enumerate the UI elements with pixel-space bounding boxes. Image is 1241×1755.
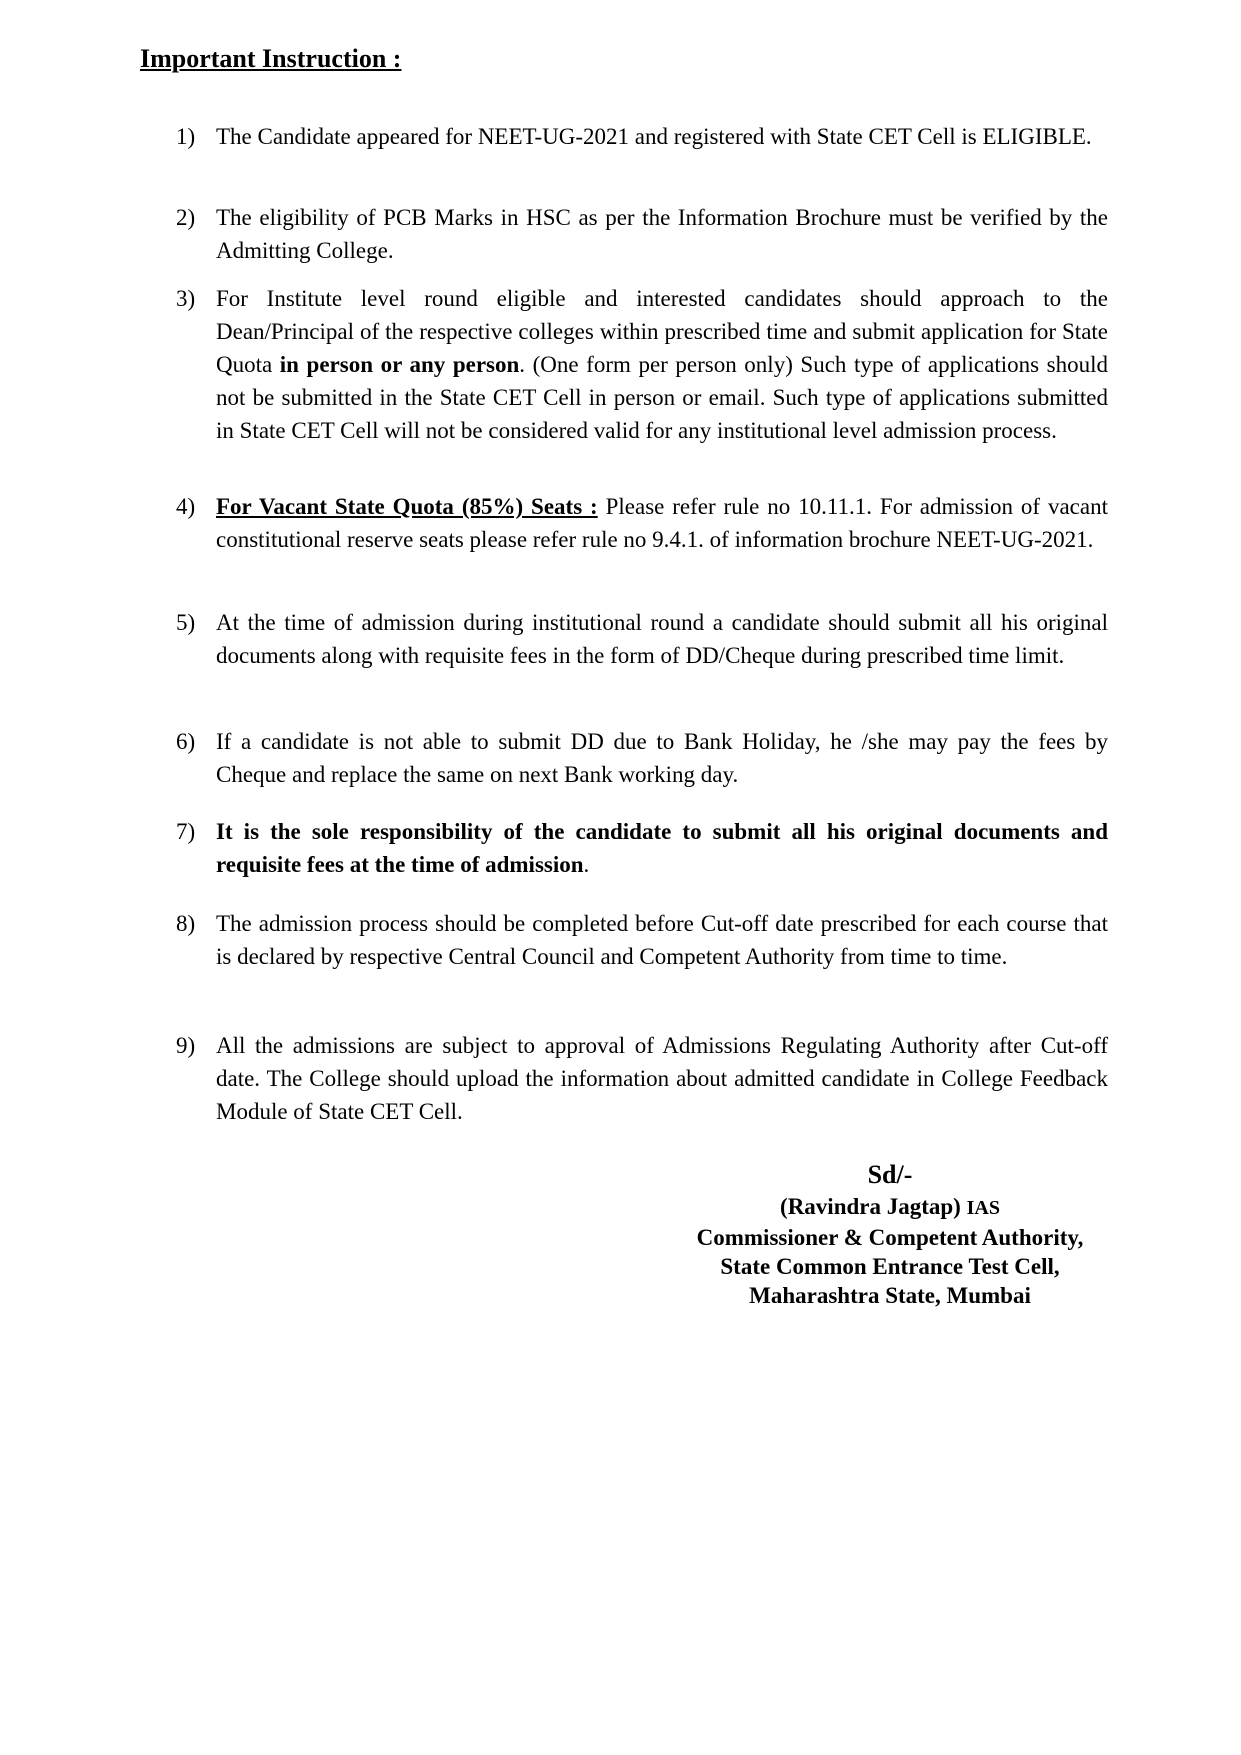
signatory-name-line: [650, 1192, 1130, 1223]
instruction-item-3: [176, 282, 1108, 447]
instruction-item-9: [176, 1029, 1108, 1128]
item-number: 6): [176, 729, 196, 754]
item-number: 3): [176, 286, 196, 311]
item-text: The eligibility of PCB Marks in HSC as per the Information Brochure must be verified by the Admitting College.: [216, 205, 1108, 263]
page-title: Important Instruction :: [140, 44, 402, 73]
instruction-item-7: [176, 815, 1108, 881]
item-number: 4): [176, 494, 196, 519]
item-text-part-b: . (One form per person only) Such type of applications should not be submitted in the State CET Cell in person or email. Such type of applications submitted in State CET Cell will not be considered valid for any institutional level admission process.: [216, 352, 1108, 443]
item-text-rest: .: [583, 852, 590, 877]
instruction-item-1: [176, 120, 1108, 153]
item-number: 2): [176, 205, 196, 230]
instruction-item-8: [176, 907, 1108, 973]
item-text-part-a: For Institute level round eligible and interested candidates should approach to the Dean/Principal of the respective colleges within prescribed time and submit application for State Quota: [216, 286, 1108, 377]
item-text: If a candidate is not able to submit DD due to Bank Holiday, he /she may pay the fees by Cheque and replace the same on next Bank working day.: [216, 729, 1108, 787]
instruction-item-5: [176, 606, 1108, 672]
item-text: At the time of admission during institutional round a candidate should submit all his original documents along with requisite fees in the form of DD/Cheque during prescribed time limit.: [216, 610, 1108, 668]
item-number: 7): [176, 819, 196, 844]
item-text: [216, 815, 1108, 881]
item-number: 9): [176, 1033, 196, 1058]
signatory-name: (Ravindra Jagtap): [780, 1194, 961, 1219]
signatory-place: Maharashtra State, Mumbai: [749, 1283, 1031, 1308]
item-number: 1): [176, 124, 196, 149]
item-text-rest: Please refer rule no 10.11.1. For admission of vacant constitutional reserve seats please refer rule no 9.4.1. of information brochure NEET-UG-2021.: [216, 494, 1108, 552]
signature-block: [650, 1158, 1130, 1310]
item-number: 8): [176, 911, 196, 936]
item-text-bold: It is the sole responsibility of the candidate to submit all his original documents and requisite fees at the time of admission: [216, 819, 1108, 877]
item-text: [216, 490, 1108, 556]
instruction-item-2: [176, 201, 1108, 267]
instruction-item-6: [176, 725, 1108, 791]
signature-sd: Sd/-: [867, 1160, 913, 1189]
item-text: All the admissions are subject to approval of Admissions Regulating Authority after Cut-off date. The College should upload the information about admitted candidate in College Feedback Module of State CET Cell.: [216, 1033, 1108, 1124]
item-number: 5): [176, 610, 196, 635]
instruction-item-4: [176, 490, 1108, 556]
item-lead-bold: For Vacant State Quota (85%) Seats :: [216, 494, 598, 519]
signatory-service: IAS: [966, 1197, 1000, 1219]
item-text: [216, 282, 1108, 447]
item-text: The Candidate appeared for NEET-UG-2021 and registered with State CET Cell is ELIGIBLE.: [216, 124, 1092, 149]
item-text: The admission process should be completed before Cut-off date prescribed for each course that is declared by respective Central Council and Competent Authority from time to time.: [216, 911, 1108, 969]
signatory-title: Commissioner & Competent Authority,: [696, 1225, 1084, 1250]
signatory-office: State Common Entrance Test Cell,: [720, 1254, 1060, 1279]
item-text-bold: in person or any person: [279, 352, 520, 377]
